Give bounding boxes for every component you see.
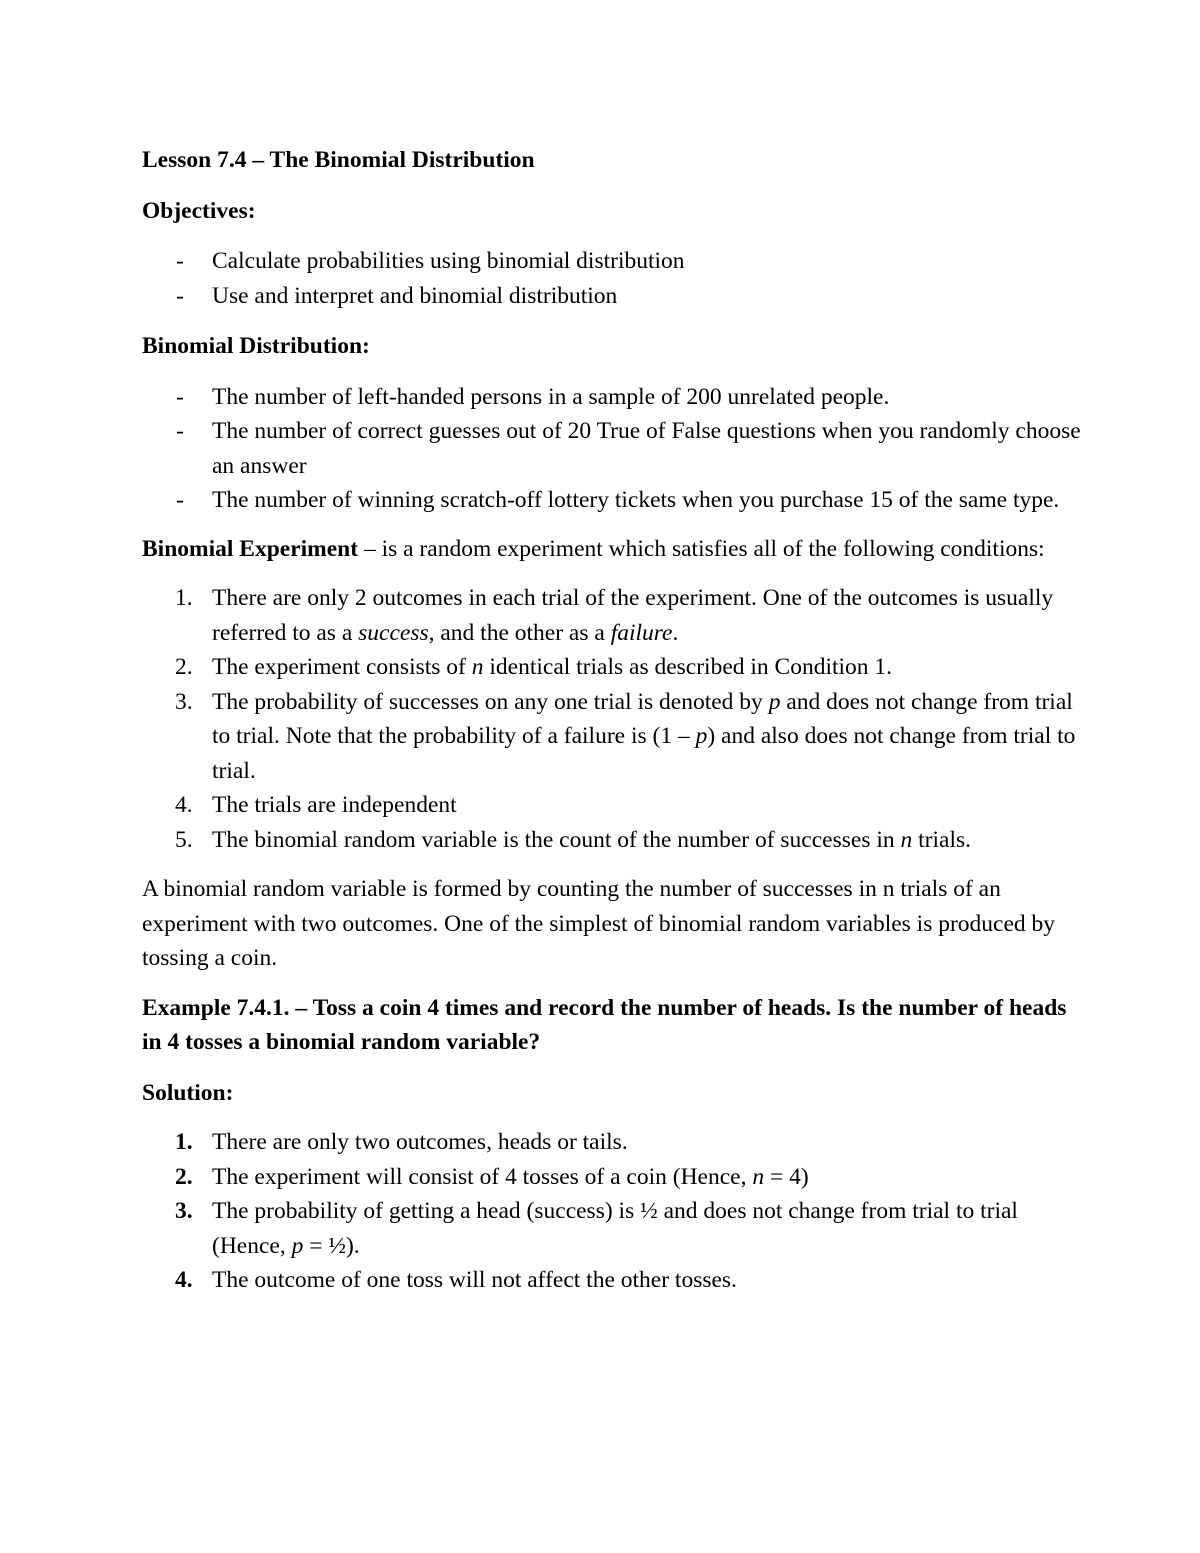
- lesson-title: Lesson 7.4 – The Binomial Distribution: [142, 147, 535, 173]
- italic-variable: n: [900, 826, 913, 853]
- solution-text: The probability of getting a head (success) is ½ and does not change from trial to trial (Hence,: [212, 1198, 1018, 1259]
- list-item: [142, 650, 1082, 685]
- list-item: [142, 823, 1082, 858]
- example-text: The number of left-handed persons in a sample of 200 unrelated people.: [212, 383, 890, 410]
- example-heading: Example 7.4.1. – Toss a coin 4 times and record the number of heads. Is the number of heads in 4 tosses a binomial random variable?: [142, 994, 1067, 1055]
- objective-text: Use and interpret and binomial distribution: [212, 282, 618, 309]
- solution-text: The experiment will consist of 4 tosses of a coin (Hence,: [212, 1163, 753, 1190]
- italic-term: failure: [610, 619, 673, 646]
- italic-variable: p: [695, 723, 708, 749]
- bullet-dash: -: [176, 248, 184, 274]
- binomial-distribution-heading: Binomial Distribution:: [142, 333, 370, 359]
- condition-text: and does not change from trial to trial. Note that the probability of a failure is (1 –: [212, 688, 1073, 749]
- example-text: The number of winning scratch-off lottery tickets when you purchase 15 of the same type.: [212, 487, 1060, 513]
- condition-text: ) and also does not change from trial to trial.: [212, 723, 1076, 784]
- italic-variable: p: [768, 688, 781, 715]
- bullet-dash: -: [176, 383, 184, 410]
- list-number: 3.: [175, 688, 193, 715]
- list-item: [142, 1263, 1082, 1298]
- list-item: [142, 244, 1082, 279]
- italic-term: success,: [358, 619, 435, 646]
- list-number: 2.: [175, 1163, 193, 1190]
- list-number: 3.: [175, 1198, 193, 1224]
- list-item: [142, 1160, 1082, 1195]
- solution-list: [142, 1125, 1082, 1298]
- list-number: 1.: [175, 585, 193, 611]
- condition-text: .: [672, 619, 679, 646]
- italic-variable: n: [471, 654, 484, 680]
- condition-text: The binomial random variable is the count of the number of successes in: [212, 826, 901, 853]
- list-item: [142, 1125, 1082, 1160]
- italic-variable: p: [291, 1232, 304, 1259]
- list-item: [142, 685, 1082, 789]
- bullet-dash: -: [176, 418, 184, 444]
- italic-variable: n: [752, 1163, 765, 1190]
- list-item: [142, 483, 1082, 518]
- condition-text: identical trials as described in Condition 1.: [483, 654, 893, 680]
- condition-text: There are only 2 outcomes in each trial of the experiment. One of the outcomes is usually referred to as a: [212, 585, 1054, 646]
- solution-heading: Solution:: [142, 1079, 234, 1106]
- list-number: 1.: [175, 1129, 193, 1155]
- list-number: 2.: [175, 654, 193, 680]
- list-number: 5.: [175, 826, 193, 853]
- objective-text: Calculate probabilities using binomial distribution: [212, 248, 685, 274]
- condition-text: trials.: [912, 826, 971, 853]
- condition-text: The trials are independent: [212, 792, 457, 818]
- condition-text: The probability of successes on any one trial is denoted by: [212, 688, 769, 715]
- list-item: [142, 788, 1082, 823]
- binomial-experiment-definition: [142, 532, 1082, 567]
- list-item: [142, 380, 1082, 415]
- list-item: [142, 581, 1082, 650]
- condition-text: The experiment consists of: [212, 654, 472, 680]
- list-number: 4.: [175, 1267, 193, 1293]
- solution-text: There are only two outcomes, heads or tails.: [212, 1129, 628, 1155]
- term: Binomial Experiment: [142, 535, 359, 562]
- list-item: [142, 414, 1082, 483]
- definition-text: – is a random experiment which satisfies all of the following conditions:: [358, 535, 1045, 562]
- solution-text: The outcome of one toss will not affect the other tosses.: [212, 1267, 737, 1293]
- condition-text: and the other as a: [434, 619, 611, 646]
- objectives-list: [142, 244, 1082, 313]
- list-item: [142, 279, 1082, 314]
- list-item: [142, 1194, 1082, 1263]
- document-page: [142, 140, 1082, 1298]
- bullet-dash: -: [176, 282, 184, 309]
- solution-text: = 4): [764, 1163, 809, 1190]
- objectives-heading: Objectives:: [142, 197, 256, 224]
- solution-text: = ½).: [303, 1232, 360, 1259]
- binomial-distribution-list: [142, 380, 1082, 518]
- example-text: The number of correct guesses out of 20 True of False questions when you randomly choose an answer: [212, 418, 1081, 479]
- bullet-dash: -: [176, 487, 184, 513]
- body-paragraph: A binomial random variable is formed by counting the number of successes in n trials of an experiment with two outcomes. One of the simplest of binomial random variables is produced by tossing a coin.: [142, 876, 1056, 971]
- list-number: 4.: [175, 792, 193, 818]
- conditions-list: [142, 581, 1082, 857]
